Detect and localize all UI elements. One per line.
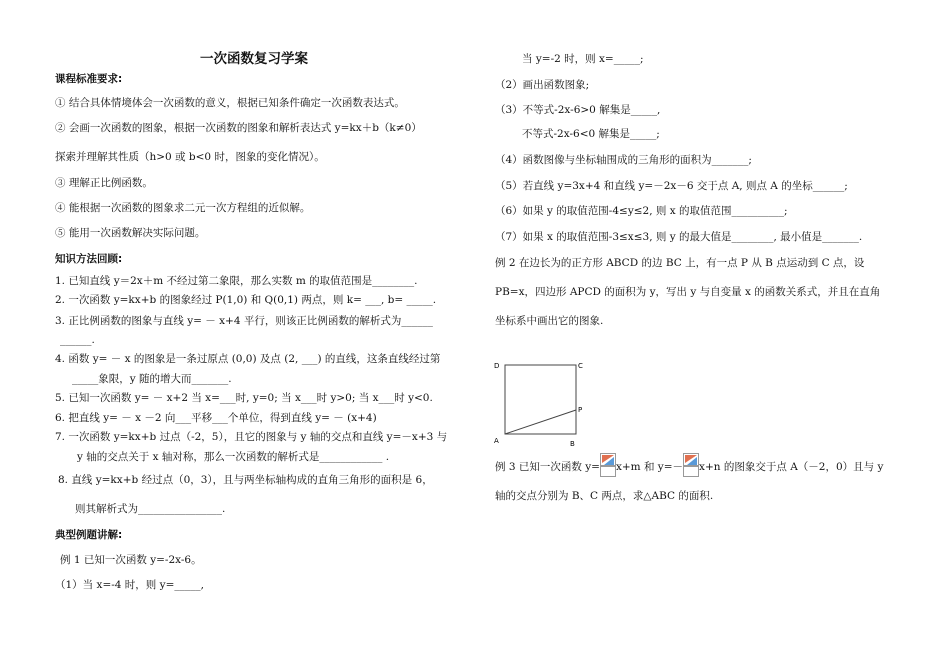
fraction-image-icon — [600, 453, 616, 481]
requirement-2: ② 会画一次函数的图象，根据一次函数的图象和解析表达式 y=kx＋b（k≠0） — [55, 122, 422, 134]
example-1-part-6: （6）如果 y 的取值范围-4≤y≤2, 则 x 的取值范围__________; — [495, 205, 788, 217]
example-1-part-7: （7）如果 x 的取值范围-3≤x≤3, 则 y 的最大值是________, 最小值是_______. — [495, 231, 863, 243]
example-3-suffix: x+n 的图象交于点 A（－2，0）且与 y — [699, 461, 884, 473]
methods-heading: 知识方法回顾: — [55, 253, 123, 265]
examples-heading: 典型例题讲解: — [55, 529, 123, 541]
example-2: 例 2 在边长为的正方形 ABCD 的边 BC 上，有一点 P 从 B 点运动到 C 点，设 — [495, 257, 865, 269]
example-3-middle: x+m 和 y=－ — [615, 461, 684, 473]
requirement-4: ④ 能根据一次函数的图象求二元一次方程组的近似解。 — [55, 202, 311, 214]
example-1-part-5: （5）若直线 y=3x+4 和直线 y=－2x－6 交于点 A, 则点 A 的坐标______; — [495, 180, 848, 192]
example-1-part-4: （4）函数图像与坐标轴围成的三角形的面积为_______; — [495, 154, 752, 166]
example-3-prefix: 例 3 已知一次函数 y= — [495, 461, 600, 473]
label-b: B — [570, 440, 575, 448]
curriculum-heading: 课程标准要求: — [55, 73, 123, 85]
example-3-line-2: 轴的交点分别为 B、C 两点，求△ABC 的面积. — [495, 490, 714, 502]
example-1-part-1: （1）当 x=-4 时，则 y=_____, — [55, 579, 204, 591]
question-3-continued: ______. — [60, 334, 95, 346]
requirement-5: ⑤ 能用一次函数解决实际问题。 — [55, 227, 206, 239]
label-p: P — [578, 406, 583, 414]
example-1-part-3b: 不等式-2x-6<0 解集是_____; — [522, 128, 660, 140]
example-1: 例 1 已知一次函数 y=-2x-6。 — [60, 554, 202, 566]
question-4: 4. 函数 y= － x 的图象是一条过原点 (0,0) 及点 (2, ___) 的直线，这条直线经过第 — [55, 353, 441, 365]
requirement-3: ③ 理解正比例函数。 — [55, 177, 153, 189]
square-diagram — [490, 355, 595, 450]
requirement-2-continued: 探索并理解其性质（h>0 或 b<0 时，图象的变化情况）。 — [55, 151, 325, 163]
fraction-image-icon — [683, 453, 699, 481]
example-2-line-2: PB=x，四边形 APCD 的面积为 y，写出 y 与自变量 x 的函数关系式，并且在直角 — [495, 286, 881, 298]
page-title: 一次函数复习学案 — [200, 51, 308, 67]
label-a: A — [494, 437, 499, 445]
question-6: 6. 把直线 y= － x －2 向___平移___个单位，得到直线 y= － (x+4) — [55, 412, 377, 424]
label-d: D — [494, 362, 500, 370]
question-1: 1. 已知直线 y＝2x＋m 不经过第二象限，那么实数 m 的取值范围是________. — [55, 275, 418, 287]
example-3 — [495, 453, 883, 481]
question-3: 3. 正比例函数的图象与直线 y= － x+4 平行，则该正比例函数的解析式为______ — [55, 315, 433, 327]
example-1-part-3: （3）不等式-2x-6>0 解集是_____, — [495, 104, 661, 116]
question-7: 7. 一次函数 y=kx+b 过点（-2，5），且它的图象与 y 轴的交点和直线 y=－x+3 与 — [55, 431, 448, 443]
question-5: 5. 已知一次函数 y= － x+2 当 x=___时, y=0; 当 x___时 y>0; 当 x___时 y<0. — [55, 392, 433, 404]
example-2-line-3: 坐标系中画出它的图象. — [495, 315, 604, 327]
question-2: 2. 一次函数 y=kx+b 的图象经过 P(1,0) 和 Q(0,1) 两点，则 k= ___, b= _____. — [55, 294, 437, 306]
question-4-continued: _____象限，y 随的增大而_______. — [72, 373, 232, 385]
example-1-part-2: （2）画出函数图象; — [495, 79, 590, 91]
label-c: C — [578, 362, 583, 370]
example-1-part-1b: 当 y=-2 时，则 x=_____; — [522, 53, 644, 65]
question-7-continued: y 轴的交点关于 x 轴对称，那么一次函数的解析式是____________ . — [77, 451, 390, 463]
question-8-continued: 则其解析式为________________. — [75, 503, 226, 515]
square-outline — [505, 365, 576, 434]
requirement-1: ① 结合具体情境体会一次函数的意义，根据已知条件确定一次函数表达式。 — [55, 97, 405, 109]
segment-ap — [505, 410, 576, 434]
square-figure — [490, 355, 595, 450]
question-8: 8. 直线 y=kx+b 经过点（0，3），且与两坐标轴构成的直角三角形的面积是 6， — [58, 474, 433, 486]
